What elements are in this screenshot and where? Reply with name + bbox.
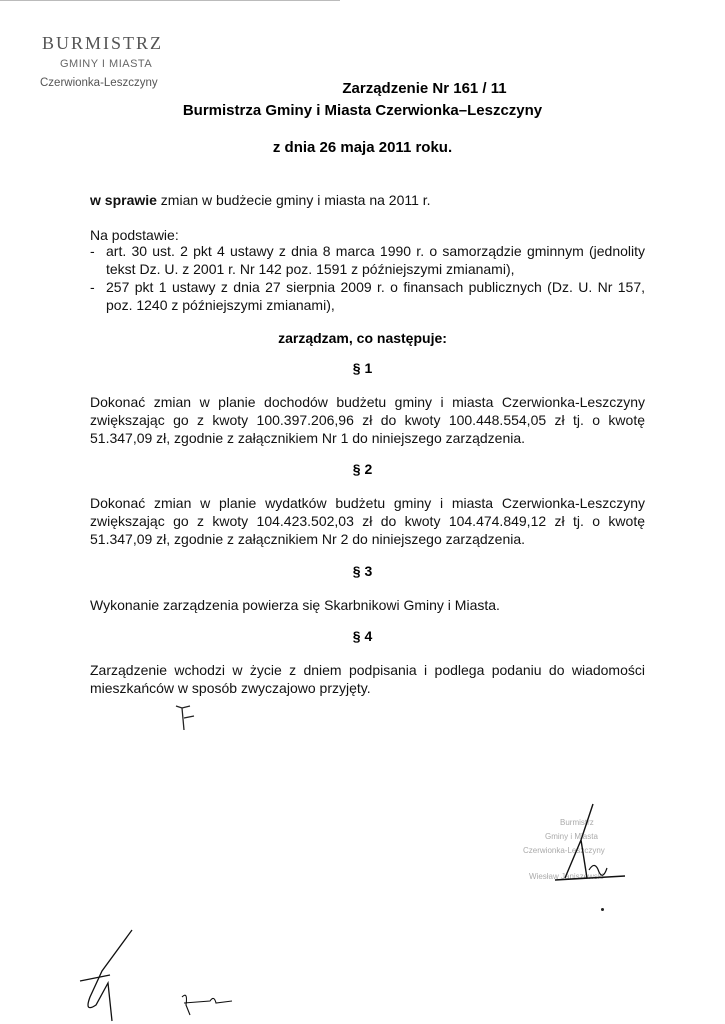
sig-stamp-line1: Burmistrz xyxy=(560,818,594,827)
basis-heading: Na podstawie: xyxy=(90,227,179,243)
stamp-burmistrz: BURMISTRZ xyxy=(42,33,164,53)
list-dash: - xyxy=(90,243,95,259)
section-3-label: § 3 xyxy=(352,563,373,579)
section-2-label: § 2 xyxy=(352,461,373,477)
section-3-text: Wykonanie zarządzenia powierza się Skarbnikowi Gminy i Miasta. xyxy=(90,597,500,613)
signature-stamp xyxy=(515,800,655,900)
section-4-text: Zarządzenie wchodzi w życie z dniem podpisania i podlega podaniu do wiadomości mieszkańców w sposób zwyczajowo przyjęty. xyxy=(90,662,645,696)
basis-item-text: 257 pkt 1 ustawy z dnia 27 sierpnia 2009 r. o finansach publicznych (Dz. U. Nr 157, poz. 1240 z późniejszymi zmianami), xyxy=(106,279,645,313)
subject-text: zmian w budżecie gminy i miasta na 2011 r. xyxy=(156,192,431,208)
initial-mark-icon xyxy=(170,700,200,736)
sig-stamp-line3: Czerwionka-Leszczyny xyxy=(523,846,605,855)
basis-item xyxy=(90,242,645,278)
handwritten-initials-icon xyxy=(60,925,250,1024)
document-date: z dnia 26 maja 2011 roku. xyxy=(272,139,453,156)
basis-item-text: art. 30 ust. 2 pkt 4 ustawy z dnia 8 marca 1990 r. o samorządzie gminnym (jednolity tekst Dz. U. z 2001 r. Nr 142 poz. 1591 z późniejszymi zmianami), xyxy=(106,243,645,277)
section-4-label: § 4 xyxy=(352,628,373,644)
signature-icon xyxy=(515,800,655,900)
subject-bold: w sprawie xyxy=(90,192,157,208)
stamp-municipality: Czerwionka-Leszczyny xyxy=(40,77,158,89)
basis-item xyxy=(90,278,645,314)
decree-line: zarządzam, co następuje: xyxy=(278,330,447,346)
section-1-label: § 1 xyxy=(352,360,373,376)
list-dash: - xyxy=(90,279,95,295)
sig-stamp-line4: Wiesław Janiszewski xyxy=(529,872,604,881)
section-2-text: Dokonać zmian w planie wydatków budżetu gminy i miasta Czerwionka-Leszczyny zwiększając go z kwoty 104.423.502,03 zł do kwoty 104.474.849,12 zł tj. o kwotę 51.347,09 zł, zgodnie z załącznikiem Nr 2 do niniejszego zarządzenia. xyxy=(90,495,645,547)
sig-stamp-line2: Gminy i Miasta xyxy=(545,832,598,841)
document-title: Zarządzenie Nr 161 / 11 xyxy=(342,80,507,97)
scan-edge-line xyxy=(0,0,340,1)
subject-line xyxy=(90,191,645,209)
stamp-gminy-miasta: GMINY I MIASTA xyxy=(60,58,153,70)
section-1-text: Dokonać zmian w planie dochodów budżetu gminy i miasta Czerwionka-Leszczyny zwiększając go z kwoty 100.397.206,96 zł do kwoty 100.448.554,05 zł tj. o kwotę 51.347,09 zł, zgodnie z załącznikiem Nr 1 do niniejszego zarządzenia. xyxy=(90,394,645,446)
ink-dot xyxy=(601,908,604,911)
document-subtitle: Burmistrza Gminy i Miasta Czerwionka–Leszczyny xyxy=(182,102,543,119)
